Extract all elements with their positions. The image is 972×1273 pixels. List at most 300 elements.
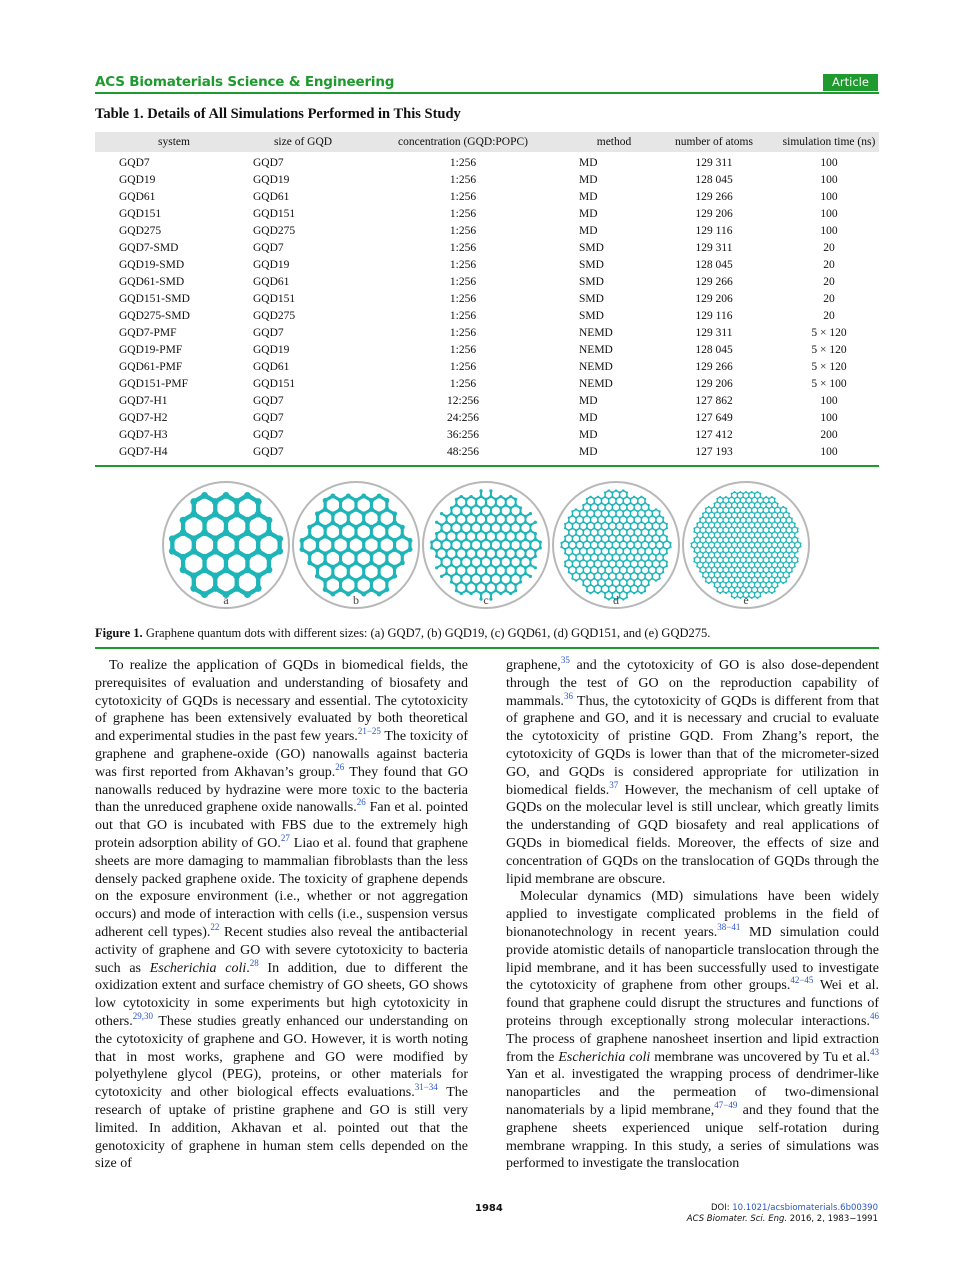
carbon-atom: [779, 541, 781, 543]
carbon-atom: [742, 532, 744, 534]
carbon-atom: [699, 557, 701, 559]
carbon-atom: [728, 521, 730, 523]
carbon-atom: [169, 548, 176, 555]
citation-reference[interactable]: 31−34: [414, 1082, 438, 1093]
carbon-atom: [407, 547, 412, 552]
carbon-atom: [722, 531, 724, 533]
carbon-atom: [330, 565, 335, 570]
citation-reference[interactable]: 21−25: [357, 726, 381, 737]
carbon-atom: [666, 565, 668, 567]
carbon-atom: [604, 592, 606, 594]
carbon-atom: [640, 529, 642, 531]
carbon-atom: [759, 542, 761, 544]
carbon-atom: [640, 554, 642, 556]
carbon-atom: [489, 529, 492, 532]
carbon-atom: [494, 504, 497, 507]
carbon-atom: [338, 498, 343, 503]
carbon-atom: [529, 541, 532, 544]
carbon-atom: [777, 506, 779, 508]
carbon-atom: [593, 552, 595, 554]
carbon-atom: [693, 551, 695, 553]
carbon-atom: [728, 561, 730, 563]
carbon-atom: [589, 521, 591, 523]
carbon-atom: [479, 506, 482, 509]
table-cell: GQD19: [119, 174, 156, 186]
carbon-atom: [450, 563, 453, 566]
carbon-atom: [713, 506, 715, 508]
carbon-atom: [633, 517, 635, 519]
carbon-atom: [615, 510, 617, 512]
carbon-atom: [494, 498, 497, 501]
carbon-atom: [430, 541, 433, 544]
carbon-atom: [633, 521, 635, 523]
gqd-panel-c: [423, 482, 549, 608]
carbon-atom: [745, 511, 747, 513]
carbon-atom: [470, 580, 473, 583]
carbon-atom: [762, 498, 764, 500]
carbon-atom: [568, 567, 570, 569]
carbon-atom: [377, 547, 382, 552]
citation-reference[interactable]: 26: [356, 797, 366, 808]
table-caption: Table 1. Details of All Simulations Performed in This Study: [95, 106, 461, 122]
carbon-atom: [771, 562, 773, 564]
carbon-atom: [774, 498, 776, 500]
citation-reference[interactable]: 36: [563, 690, 573, 701]
carbon-atom: [716, 521, 718, 523]
carbon-atom: [655, 542, 657, 544]
table-cell: 20: [823, 310, 835, 322]
carbon-atom: [640, 546, 642, 548]
table-cell: 1:256: [449, 242, 477, 254]
carbon-atom: [768, 517, 770, 519]
carbon-atom: [762, 580, 764, 582]
carbon-atom: [800, 542, 802, 544]
table-cell: MD: [579, 412, 598, 424]
carbon-atom: [782, 532, 784, 534]
carbon-atom: [765, 562, 767, 564]
citation-reference[interactable]: 38−41: [717, 921, 741, 932]
carbon-atom: [716, 541, 718, 543]
citation-reference[interactable]: 29,30: [132, 1010, 153, 1021]
carbon-atom: [754, 572, 756, 574]
carbon-atom: [330, 574, 335, 579]
carbon-atom: [725, 526, 727, 528]
carbon-atom: [611, 571, 613, 573]
doi-link[interactable]: 10.1021/acsbiomaterials.6b00390: [732, 1203, 878, 1213]
carbon-atom: [484, 572, 487, 575]
carbon-atom: [637, 577, 639, 579]
carbon-atom: [244, 517, 251, 524]
figure-caption: [95, 626, 710, 641]
citation-reference[interactable]: 22: [210, 921, 220, 932]
carbon-atom: [255, 535, 262, 542]
carbon-atom: [779, 571, 781, 573]
citation-reference[interactable]: 47−49: [714, 1099, 738, 1110]
carbon-atom: [722, 527, 724, 529]
carbon-atom: [593, 535, 595, 537]
carbon-atom: [711, 577, 713, 579]
carbon-atom: [484, 549, 487, 552]
carbon-atom: [524, 549, 527, 552]
citation-reference[interactable]: 28: [249, 957, 259, 968]
carbon-atom: [765, 575, 767, 577]
carbon-atom: [579, 523, 581, 525]
carbon-atom: [465, 566, 468, 569]
carbon-atom: [754, 585, 756, 587]
carbon-atom: [608, 514, 610, 516]
carbon-atom: [392, 538, 397, 543]
carbon-atom: [514, 515, 517, 518]
table-cell: 128 045: [695, 344, 733, 356]
carbon-atom: [768, 567, 770, 569]
carbon-atom: [662, 517, 664, 519]
table-cell: 100: [820, 446, 838, 458]
table-bottom-rule: [95, 465, 879, 467]
carbon-atom: [716, 527, 718, 529]
carbon-atom: [731, 562, 733, 564]
carbon-atom: [739, 527, 741, 529]
carbon-atom: [450, 580, 453, 583]
carbon-atom: [745, 587, 747, 589]
carbon-atom: [644, 577, 646, 579]
carbon-atom: [777, 585, 779, 587]
carbon-atom: [711, 527, 713, 529]
carbon-atom: [615, 548, 617, 550]
carbon-atom: [618, 517, 620, 519]
graphene-figure: [160, 478, 820, 612]
carbon-atom: [384, 534, 389, 539]
carbon-atom: [708, 506, 710, 508]
gqd-panel-a: [163, 482, 289, 608]
carbon-atom: [618, 554, 620, 556]
carbon-atom: [369, 587, 374, 592]
citation-reference[interactable]: 42−45: [790, 975, 814, 986]
carbon-atom: [640, 508, 642, 510]
carbon-atom: [524, 555, 527, 558]
carbon-atom: [575, 554, 577, 556]
carbon-atom: [774, 577, 776, 579]
carbon-atom: [575, 571, 577, 573]
carbon-atom: [693, 547, 695, 549]
carbon-atom: [539, 541, 542, 544]
table-cell: MD: [579, 157, 598, 169]
carbon-atom: [788, 546, 790, 548]
carbon-atom: [377, 520, 382, 525]
carbon-atom: [644, 561, 646, 563]
carbon-atom: [756, 577, 758, 579]
carbon-atom: [509, 563, 512, 566]
carbon-atom: [708, 566, 710, 568]
carbon-atom: [756, 557, 758, 559]
carbon-atom: [400, 525, 405, 530]
carbon-atom: [629, 590, 631, 592]
carbon-atom: [597, 508, 599, 510]
citation-reference[interactable]: 27: [280, 832, 290, 843]
carbon-atom: [534, 555, 537, 558]
carbon-atom: [608, 498, 610, 500]
carbon-atom: [633, 508, 635, 510]
carbon-atom: [696, 562, 698, 564]
carbon-atom: [529, 529, 532, 532]
carbon-atom: [519, 558, 522, 561]
table-cell: 5 × 120: [811, 361, 847, 373]
carbon-atom: [756, 587, 758, 589]
carbon-atom: [629, 510, 631, 512]
carbon-atom: [568, 554, 570, 556]
carbon-atom: [791, 531, 793, 533]
carbon-atom: [699, 551, 701, 553]
carbon-atom: [728, 567, 730, 569]
carbon-atom: [713, 582, 715, 584]
carbon-atom: [748, 493, 750, 495]
carbon-atom: [742, 516, 744, 518]
table-cell: 100: [820, 225, 838, 237]
carbon-atom: [731, 526, 733, 528]
carbon-atom: [315, 511, 320, 516]
carbon-atom: [739, 577, 741, 579]
table-cell: GQD19: [253, 344, 290, 356]
carbon-atom: [190, 498, 197, 505]
carbon-atom: [465, 589, 468, 592]
carbon-atom: [611, 496, 613, 498]
carbon-atom: [728, 557, 730, 559]
table-cell: GQD7-H1: [119, 395, 168, 407]
carbon-atom: [702, 542, 704, 544]
carbon-atom: [742, 513, 744, 515]
table-cell: GQD7-SMD: [119, 242, 179, 254]
carbon-atom: [640, 517, 642, 519]
carbon-atom: [338, 578, 343, 583]
carbon-atom: [509, 529, 512, 532]
carbon-atom: [637, 548, 639, 550]
carbon-atom: [791, 551, 793, 553]
carbon-atom: [597, 542, 599, 544]
carbon-atom: [713, 552, 715, 554]
carbon-atom: [782, 542, 784, 544]
carbon-atom: [768, 521, 770, 523]
table-cell: GQD7-PMF: [119, 327, 177, 339]
carbon-atom: [300, 547, 305, 552]
carbon-atom: [494, 572, 497, 575]
text-run: membrane was uncovered by Tu et al.: [650, 1049, 870, 1065]
carbon-atom: [622, 502, 624, 504]
text-run: Recent studies also reveal the antibacterial activity of graphene and GO with severe cytotoxicity to bacteria such as: [95, 924, 468, 976]
citation-reference[interactable]: 35: [560, 655, 570, 665]
carbon-atom: [655, 558, 657, 560]
carbon-atom: [479, 558, 482, 561]
carbon-atom: [722, 547, 724, 549]
carbon-atom: [705, 561, 707, 563]
carbon-atom: [765, 592, 767, 594]
carbon-atom: [785, 517, 787, 519]
carbon-atom: [716, 511, 718, 513]
carbon-atom: [751, 491, 753, 493]
carbon-atom: [658, 510, 660, 512]
carbon-atom: [223, 566, 230, 573]
carbon-atom: [736, 516, 738, 518]
carbon-atom: [647, 579, 649, 581]
carbon-atom: [330, 520, 335, 525]
carbon-atom: [711, 567, 713, 569]
carbon-atom: [633, 584, 635, 586]
carbon-atom: [782, 506, 784, 508]
carbon-atom: [529, 575, 532, 578]
carbon-atom: [702, 536, 704, 538]
table-row: [95, 206, 879, 223]
carbon-atom: [323, 560, 328, 565]
carbon-atom: [475, 538, 478, 541]
carbon-atom: [731, 585, 733, 587]
carbon-atom: [734, 571, 736, 573]
carbon-atom: [611, 542, 613, 544]
carbon-atom: [504, 572, 507, 575]
carbon-atom: [450, 541, 453, 544]
carbon-atom: [716, 577, 718, 579]
carbon-atom: [754, 503, 756, 505]
carbon-atom: [728, 511, 730, 513]
carbon-atom: [762, 551, 764, 553]
carbon-atom: [785, 551, 787, 553]
carbon-atom: [713, 562, 715, 564]
carbon-atom: [658, 548, 660, 550]
carbon-atom: [479, 592, 482, 595]
text-run: Molecular dynamics (MD) simulations have been widely applied to investigate complicated problems in the field of bionanotechnology in recent years.: [506, 889, 879, 940]
carbon-atom: [782, 582, 784, 584]
table-row: [95, 444, 879, 461]
carbon-atom: [759, 562, 761, 564]
carbon-atom: [593, 565, 595, 567]
carbon-atom: [756, 537, 758, 539]
carbon-atom: [751, 587, 753, 589]
carbon-atom: [782, 536, 784, 538]
carbon-atom: [571, 552, 573, 554]
carbon-atom: [608, 510, 610, 512]
carbon-atom: [571, 514, 573, 516]
carbon-atom: [509, 541, 512, 544]
carbon-atom: [519, 512, 522, 515]
table-row: [95, 427, 879, 444]
column-header: size of GQD: [273, 136, 333, 148]
table-cell: GQD151-SMD: [119, 293, 190, 305]
figure-label: Figure 1.: [95, 626, 143, 640]
carbon-atom: [771, 575, 773, 577]
carbon-atom: [651, 527, 653, 529]
carbon-atom: [460, 575, 463, 578]
carbon-atom: [782, 552, 784, 554]
carbon-atom: [571, 573, 573, 575]
carbon-atom: [711, 521, 713, 523]
carbon-atom: [756, 511, 758, 513]
text-run: However, the mechanism of cell uptake of GQDs on the molecular level is still unclear, which greatly limits the understanding of GQD biosafety and real applications of GQDs in biomedical fields. Moreover, the effects of size and concentration of GQDs on the translocation of GQDs through the lipid membrane are obscure.: [506, 782, 879, 887]
carbon-atom: [579, 577, 581, 579]
carbon-atom: [244, 591, 251, 598]
citation-reference[interactable]: 26: [335, 761, 345, 772]
carbon-atom: [377, 538, 382, 543]
carbon-atom: [756, 498, 758, 500]
carbon-atom: [633, 592, 635, 594]
carbon-atom: [618, 584, 620, 586]
carbon-atom: [615, 586, 617, 588]
carbon-atom: [494, 538, 497, 541]
carbon-atom: [745, 541, 747, 543]
carbon-atom: [212, 511, 219, 518]
carbon-atom: [564, 540, 566, 542]
table-cell: GQD151: [253, 378, 296, 390]
carbon-atom: [797, 561, 799, 563]
carbon-atom: [777, 536, 779, 538]
table-cell: 20: [823, 259, 835, 271]
carbon-atom: [489, 512, 492, 515]
carbon-atom: [470, 541, 473, 544]
carbon-atom: [440, 523, 443, 526]
carbon-atom: [728, 541, 730, 543]
carbon-atom: [346, 591, 351, 596]
carbon-atom: [470, 495, 473, 498]
carbon-atom: [768, 498, 770, 500]
carbon-atom: [445, 566, 448, 569]
citation-reference[interactable]: 43: [869, 1046, 879, 1057]
table-cell: GQD7-H4: [119, 446, 168, 458]
carbon-atom: [711, 551, 713, 553]
carbon-atom: [762, 557, 764, 559]
gqd-panel-e: [683, 482, 809, 608]
carbon-atom: [633, 504, 635, 506]
carbon-atom: [759, 592, 761, 594]
citation-reference[interactable]: 46: [870, 1010, 879, 1021]
carbon-atom: [748, 585, 750, 587]
carbon-atom: [568, 546, 570, 548]
carbon-atom: [494, 555, 497, 558]
carbon-atom: [489, 541, 492, 544]
carbon-atom: [618, 558, 620, 560]
carbon-atom: [233, 498, 240, 505]
carbon-atom: [323, 498, 328, 503]
citation-reference[interactable]: 37: [609, 779, 619, 790]
carbon-atom: [754, 532, 756, 534]
carbon-atom: [705, 547, 707, 549]
carbon-atom: [504, 566, 507, 569]
carbon-atom: [597, 546, 599, 548]
carbon-atom: [791, 527, 793, 529]
carbon-atom: [651, 561, 653, 563]
carbon-atom: [460, 541, 463, 544]
carbon-atom: [579, 552, 581, 554]
carbon-atom: [739, 571, 741, 573]
carbon-atom: [756, 541, 758, 543]
table-cell: GQD275-SMD: [119, 310, 190, 322]
carbon-atom: [265, 517, 272, 524]
carbon-atom: [575, 508, 577, 510]
carbon-atom: [626, 517, 628, 519]
table-cell: 129 206: [695, 293, 733, 305]
carbon-atom: [479, 546, 482, 549]
carbon-atom: [633, 554, 635, 556]
table-cell: 1:256: [449, 259, 477, 271]
carbon-atom: [702, 516, 704, 518]
table-row: [95, 376, 879, 393]
carbon-atom: [745, 521, 747, 523]
carbon-atom: [338, 560, 343, 565]
carbon-atom: [323, 551, 328, 556]
carbon-atom: [377, 591, 382, 596]
carbon-atom: [768, 587, 770, 589]
carbon-atom: [582, 517, 584, 519]
carbon-atom: [742, 556, 744, 558]
carbon-atom: [524, 538, 527, 541]
table-cell: GQD7: [253, 327, 284, 339]
carbon-atom: [742, 496, 744, 498]
carbon-atom: [791, 537, 793, 539]
